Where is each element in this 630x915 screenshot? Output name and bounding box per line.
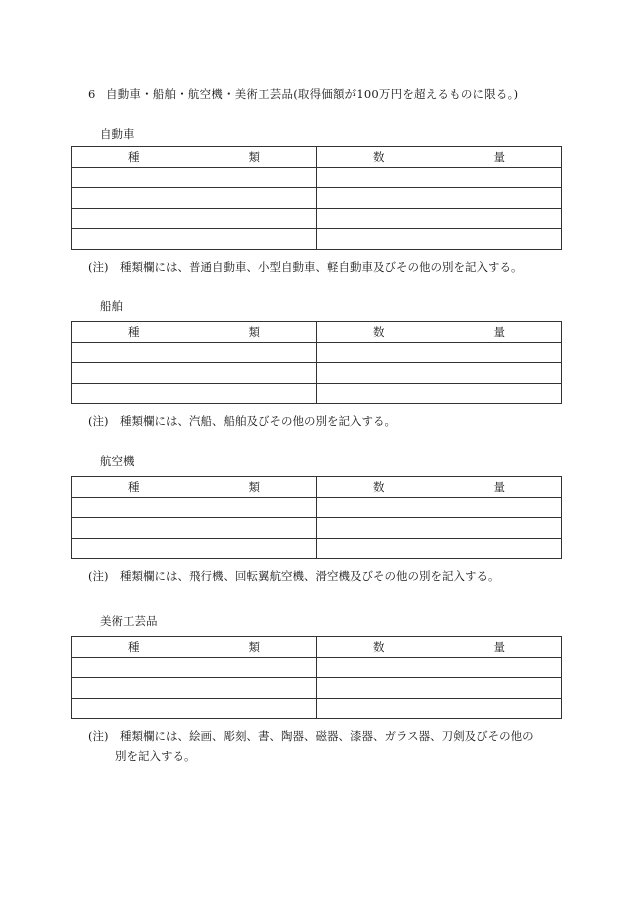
table-label-automobile: 自動車 — [100, 127, 135, 141]
type-cell[interactable] — [72, 657, 317, 678]
quantity-cell[interactable] — [317, 383, 562, 404]
quantity-cell[interactable] — [317, 363, 562, 384]
type-cell[interactable] — [72, 518, 317, 539]
ship-table — [71, 321, 562, 404]
quantity-cell[interactable] — [317, 229, 562, 250]
quantity-cell[interactable] — [317, 538, 562, 559]
type-cell[interactable] — [72, 229, 317, 250]
type-cell[interactable] — [72, 383, 317, 404]
table-row — [72, 538, 562, 559]
table-header-row — [72, 322, 562, 343]
quantity-cell[interactable] — [317, 497, 562, 518]
ship-note: (注) 種類欄には、汽船、船舶及びその他の別を記入する。 — [88, 414, 396, 428]
table-header-row — [72, 477, 562, 498]
automobile-table — [71, 146, 562, 250]
table-row — [72, 678, 562, 699]
table-row — [72, 229, 562, 250]
quantity-cell[interactable] — [317, 342, 562, 363]
table-row — [72, 657, 562, 678]
type-cell[interactable] — [72, 678, 317, 699]
quantity-cell[interactable] — [317, 188, 562, 209]
header-quantity: 数 量 — [317, 147, 562, 168]
type-cell[interactable] — [72, 342, 317, 363]
aircraft-table — [71, 476, 562, 559]
quantity-cell[interactable] — [317, 208, 562, 229]
type-cell[interactable] — [72, 497, 317, 518]
quantity-cell[interactable] — [317, 678, 562, 699]
table-row — [72, 188, 562, 209]
aircraft-note: (注) 種類欄には、飛行機、回転翼航空機、滑空機及びその他の別を記入する。 — [88, 569, 500, 583]
type-cell[interactable] — [72, 698, 317, 719]
art-table — [71, 636, 562, 719]
header-type: 種 類 — [72, 637, 317, 658]
section-number: 6 — [88, 87, 96, 101]
quantity-cell[interactable] — [317, 698, 562, 719]
table-label-ship: 船舶 — [100, 299, 123, 313]
header-type: 種 類 — [72, 477, 317, 498]
table-label-art: 美術工芸品 — [100, 614, 158, 628]
table-label-aircraft: 航空機 — [100, 454, 135, 468]
table-row — [72, 342, 562, 363]
table-row — [72, 497, 562, 518]
type-cell[interactable] — [72, 538, 317, 559]
section-heading — [88, 86, 518, 102]
art-note — [88, 726, 534, 766]
art-note-line2: 別を記入する。 — [115, 749, 196, 763]
section-title: 自動車・船舶・航空機・美術工芸品(取得価額が100万円を超えるものに限る。) — [106, 87, 519, 101]
type-cell[interactable] — [72, 167, 317, 188]
table-row — [72, 518, 562, 539]
header-quantity: 数 量 — [317, 322, 562, 343]
quantity-cell[interactable] — [317, 167, 562, 188]
header-quantity: 数 量 — [317, 477, 562, 498]
table-header-row — [72, 147, 562, 168]
table-row — [72, 698, 562, 719]
table-header-row — [72, 637, 562, 658]
header-quantity: 数 量 — [317, 637, 562, 658]
table-row — [72, 383, 562, 404]
header-type: 種 類 — [72, 147, 317, 168]
type-cell[interactable] — [72, 363, 317, 384]
quantity-cell[interactable] — [317, 657, 562, 678]
table-row — [72, 167, 562, 188]
table-row — [72, 363, 562, 384]
automobile-note: (注) 種類欄には、普通自動車、小型自動車、軽自動車及びその他の別を記入する。 — [88, 260, 523, 274]
art-note-line1: (注) 種類欄には、絵画、彫刻、書、陶器、磁器、漆器、ガラス器、刀剣及びその他の — [88, 729, 534, 743]
header-type: 種 類 — [72, 322, 317, 343]
quantity-cell[interactable] — [317, 518, 562, 539]
table-row — [72, 208, 562, 229]
type-cell[interactable] — [72, 188, 317, 209]
type-cell[interactable] — [72, 208, 317, 229]
